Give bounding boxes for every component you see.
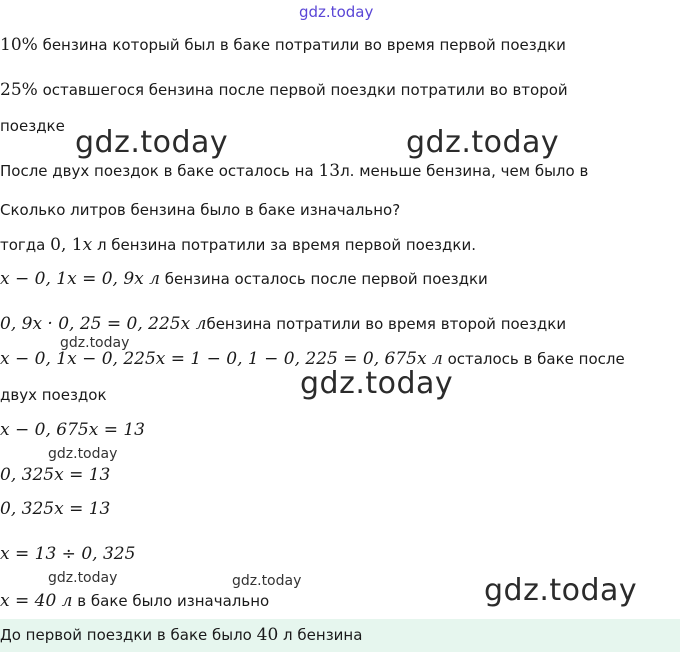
text: До первой поездки в баке было bbox=[0, 626, 257, 644]
text-line bbox=[0, 544, 135, 564]
text: л бензина потратили за время первой поездки. bbox=[92, 236, 476, 254]
text: л. меньше бензина, чем было в bbox=[340, 162, 589, 180]
text: бензина потратили во время второй поездки bbox=[206, 315, 567, 333]
text-line bbox=[0, 591, 269, 611]
math-value: 13 bbox=[318, 161, 341, 181]
text-line bbox=[0, 499, 110, 519]
watermark: gdz.today bbox=[60, 335, 130, 351]
text-line bbox=[0, 269, 488, 289]
equation: x = 40 л bbox=[0, 591, 73, 611]
equation: x = 13 ÷ 0, 325 bbox=[0, 544, 136, 564]
text-line bbox=[0, 465, 110, 485]
text-line bbox=[0, 349, 625, 369]
math-value: 40 bbox=[256, 625, 279, 645]
text-line bbox=[0, 314, 566, 334]
math-value: 25% bbox=[0, 80, 38, 100]
text: л бензина bbox=[278, 626, 363, 644]
equation: 0, 9x · 0, 25 = 0, 225x л bbox=[0, 314, 207, 334]
text: в баке было изначально bbox=[72, 592, 270, 610]
watermark: gdz.today bbox=[299, 3, 374, 21]
text: оставшегося бензина после первой поездки потратили во второй bbox=[37, 81, 568, 99]
text: После двух поездок в баке осталось на bbox=[0, 162, 319, 180]
text-line bbox=[0, 235, 476, 255]
text: осталось в баке после bbox=[442, 350, 625, 368]
math-variable: x bbox=[82, 235, 93, 255]
equation: 0, 325x = 13 bbox=[0, 465, 111, 485]
text-line: поездке bbox=[0, 117, 65, 135]
equation: x − 0, 1x = 0, 9x л bbox=[0, 269, 160, 289]
text-line: Сколько литров бензина было в баке изначально? bbox=[0, 201, 401, 219]
text-line bbox=[0, 35, 566, 55]
watermark: gdz.today bbox=[484, 573, 638, 608]
text-line bbox=[0, 420, 145, 440]
math-value: 0, 1 bbox=[50, 235, 83, 255]
text: бензина который был в баке потратили во время первой поездки bbox=[37, 36, 566, 54]
watermark: gdz.today bbox=[406, 125, 560, 160]
watermark: gdz.today bbox=[232, 573, 302, 589]
equation: x − 0, 675x = 13 bbox=[0, 420, 145, 440]
text-line bbox=[0, 161, 588, 181]
text: тогда bbox=[0, 236, 51, 254]
text-line: двух поездок bbox=[0, 386, 107, 404]
watermark: gdz.today bbox=[300, 366, 454, 401]
equation: x − 0, 1x − 0, 225x = 1 − 0, 1 − 0, 225 = 0, 675x л bbox=[0, 349, 443, 369]
text: бензина осталось после первой поездки bbox=[159, 270, 488, 288]
math-value: 10% bbox=[0, 35, 38, 55]
answer-line bbox=[0, 625, 362, 645]
watermark: gdz.today bbox=[48, 570, 118, 586]
equation: 0, 325x = 13 bbox=[0, 499, 111, 519]
answer-box bbox=[0, 619, 680, 652]
watermark: gdz.today bbox=[75, 125, 229, 160]
watermark: gdz.today bbox=[48, 446, 118, 462]
text-line bbox=[0, 80, 568, 100]
